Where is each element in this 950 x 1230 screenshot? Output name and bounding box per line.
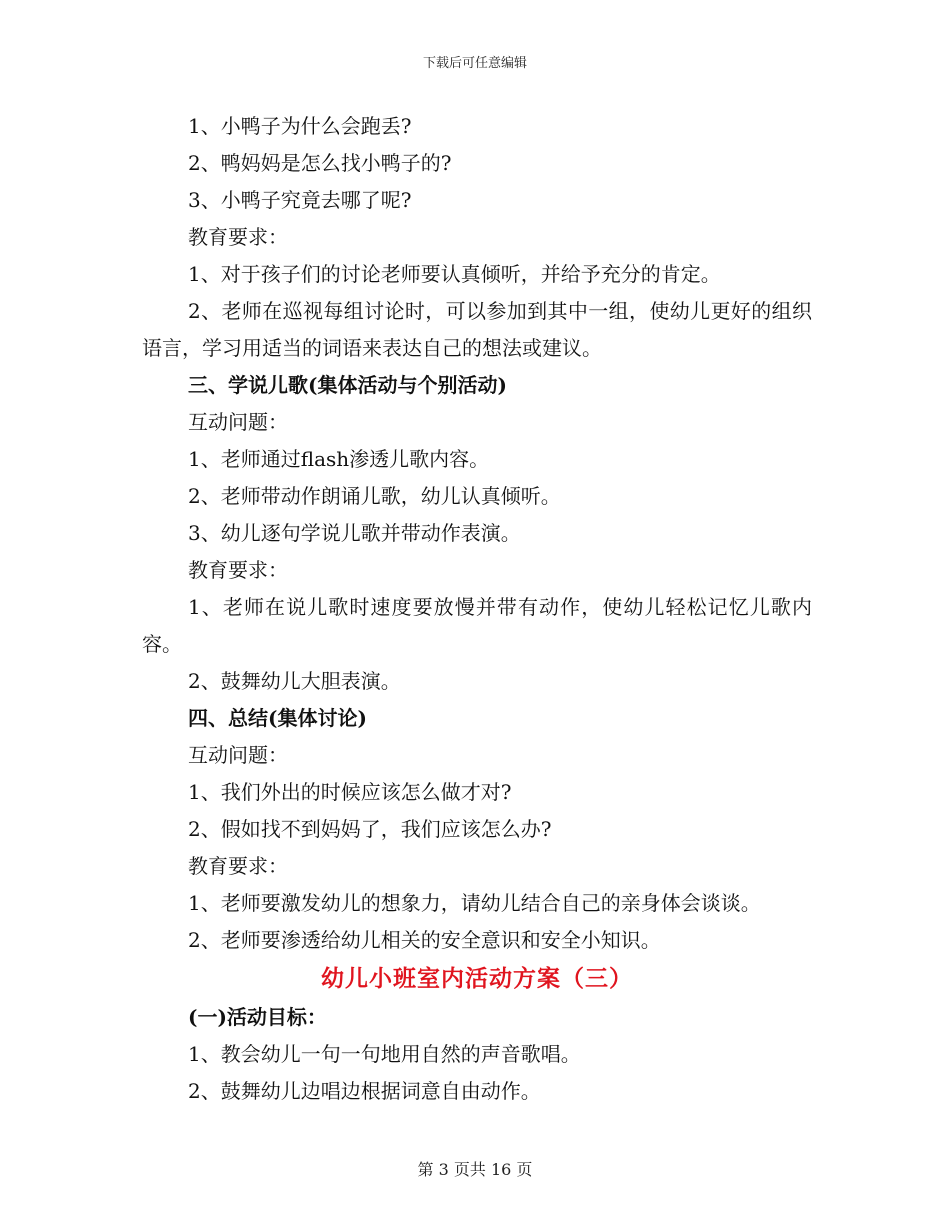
body-line: 2、鸭妈妈是怎么找小鸭子的?: [188, 151, 452, 175]
body-line: 1、老师通过flash渗透儿歌内容。: [188, 447, 490, 471]
section-heading: 四、总结(集体讨论): [188, 706, 367, 730]
body-line: 1、老师要激发幼儿的想象力，请幼儿结合自己的亲身体会谈谈。: [188, 891, 761, 915]
body-line: 1、我们外出的时候应该怎么做才对?: [188, 780, 512, 804]
document-title: 幼儿小班室内活动方案（三）: [321, 965, 633, 992]
body-paragraph: 1、老师在说儿歌时速度要放慢并带有动作，使幼儿轻松记忆儿歌内容。: [142, 595, 812, 656]
section-heading: 三、学说儿歌(集体活动与个别活动): [188, 373, 507, 397]
body-line: 2、老师带动作朗诵儿歌，幼儿认真倾听。: [188, 484, 561, 508]
body-line: 互动问题：: [188, 410, 288, 434]
body-line: 教育要求：: [188, 225, 288, 249]
section-heading: (一)活动目标：: [188, 1005, 327, 1029]
body-line: 2、假如找不到妈妈了，我们应该怎么办?: [188, 817, 552, 841]
body-paragraph: 2、老师在巡视每组讨论时，可以参加到其中一组，使幼儿更好的组织语言，学习用适当的词语来表达自己的想法或建议。: [142, 299, 812, 360]
body-line: 教育要求：: [188, 558, 288, 582]
document-body: [142, 108, 812, 1110]
page-header: 下载后可任意编辑: [422, 56, 527, 71]
body-line: 教育要求：: [188, 854, 288, 878]
body-line: 2、鼓舞幼儿边唱边根据词意自由动作。: [188, 1079, 541, 1103]
body-line: 2、老师要渗透给幼儿相关的安全意识和安全小知识。: [188, 928, 661, 952]
body-line: 3、幼儿逐句学说儿歌并带动作表演。: [188, 521, 521, 545]
body-line: 互动问题：: [188, 743, 288, 767]
body-line: 1、对于孩子们的讨论老师要认真倾听，并给予充分的肯定。: [188, 262, 721, 286]
page-footer: 第 3 页共 16 页: [417, 1160, 533, 1179]
body-line: 3、小鸭子究竟去哪了呢?: [188, 188, 412, 212]
body-line: 2、鼓舞幼儿大胆表演。: [188, 669, 401, 693]
body-line: 1、小鸭子为什么会跑丢?: [188, 114, 412, 138]
body-line: 1、教会幼儿一句一句地用自然的声音歌唱。: [188, 1042, 581, 1066]
